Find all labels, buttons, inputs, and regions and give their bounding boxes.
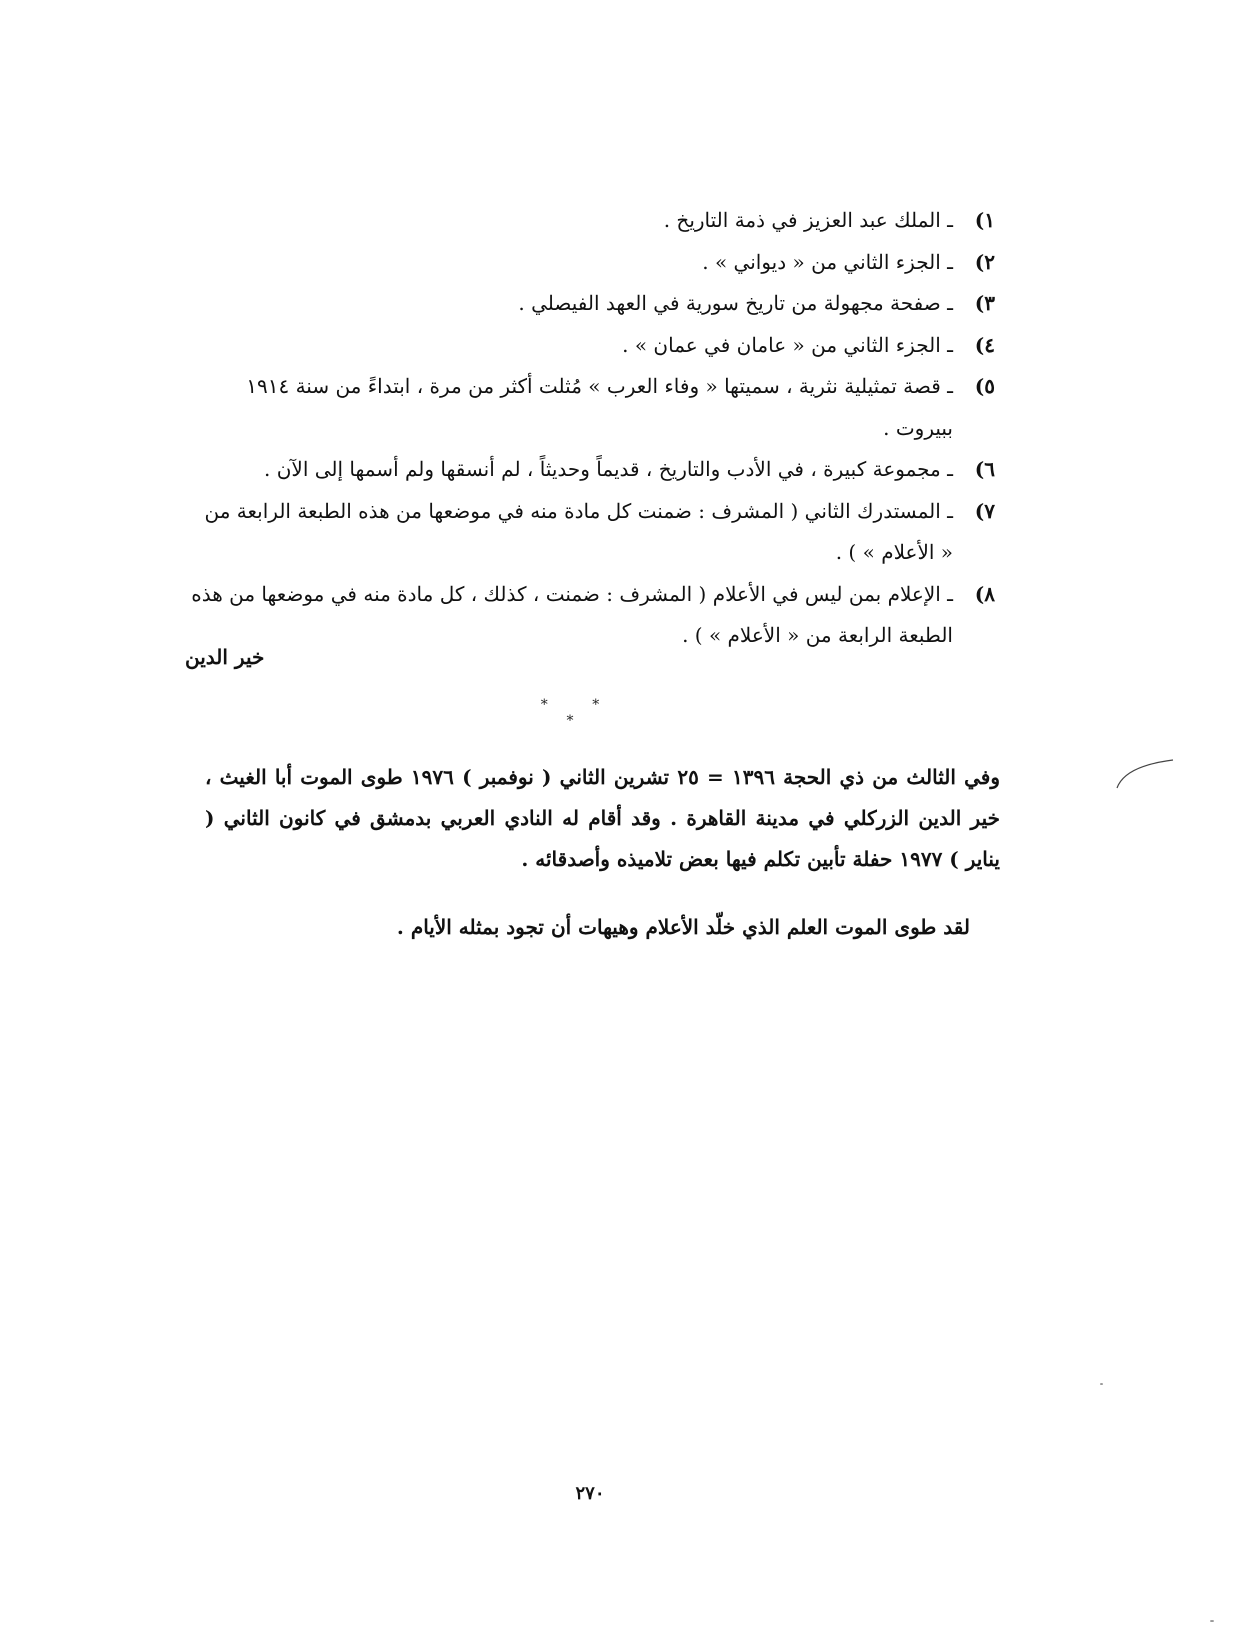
footnote-text: ـ صفحة مجهولة من تاريخ سورية في العهد الفيصلي . [518, 291, 953, 315]
footnote-item [190, 366, 995, 449]
footnote-number: ٥) [974, 374, 995, 398]
footnote-item [190, 491, 995, 574]
author-signature: خير الدين [185, 645, 265, 669]
footnote-number: ١) [974, 208, 995, 232]
footnote-number: ٦) [974, 457, 995, 481]
footnote-number: ٨) [974, 581, 995, 606]
footnote-item [190, 325, 995, 367]
footnote-item [190, 200, 995, 242]
footnote-text: ـ الجزء الثاني من « عامان في عمان » . [622, 332, 953, 357]
footnote-number: ٤) [974, 332, 995, 357]
pencil-mark [1115, 758, 1175, 818]
scan-speck [1100, 1383, 1103, 1385]
footnote-item [190, 242, 995, 284]
footnote-number: ٧) [974, 498, 995, 523]
footnote-list [190, 200, 995, 657]
obituary-paragraph: وفي الثالث من ذي الحجة ١٣٩٦ = ٢٥ تشرين الثاني ( نوفمبر ) ١٩٧٦ طوى الموت أبا الغيث ، خير الدين الزركلي في مدينة القاهرة . وقد أقام له النادي العربي بدمشق في كانون الثاني ( يناير ) ١٩٧٧ حفلة تأبين تكلم فيها بعض تلاميذه وأصدقائه . [205, 765, 1001, 871]
footnote-number: ٢) [974, 249, 995, 274]
scan-speck [1210, 1620, 1214, 1622]
footnote-item [190, 449, 995, 491]
page-number: ٢٧٠ [575, 1483, 605, 1504]
footnote-text: ـ قصة تمثيلية نثرية ، سميتها « وفاء العرب » مُثلت أكثر من مرة ، ابتداءً من سنة ١٩١٤ ببيروت . [246, 374, 953, 440]
footnote-text: ـ مجموعة كبيرة ، في الأدب والتاريخ ، قديماً وحديثاً ، لم أنسقها ولم أسمها إلى الآن . [264, 457, 953, 481]
section-separator: * * * [540, 697, 620, 729]
footnote-text: ـ الإعلام بمن ليس في الأعلام ( المشرف : ضمنت ، كذلك ، كل مادة منه في موضعها من هذه الطبعة الرابعة من « الأعلام » ) . [191, 581, 953, 647]
footnote-text: ـ الجزء الثاني من « ديواني » . [702, 249, 953, 274]
footnote-text: ـ المستدرك الثاني ( المشرف : ضمنت كل مادة منه في موضعها من هذه الطبعة الرابعة من « الأعلام » ) . [204, 498, 953, 564]
footnote-text: ـ الملك عبد العزيز في ذمة التاريخ . [663, 208, 953, 232]
footnote-item [190, 283, 995, 325]
footnote-number: ٣) [974, 291, 995, 315]
closing-line: لقد طوى الموت العلم الذي خلّد الأعلام وهيهات أن تجود بمثله الأيام . [396, 915, 970, 939]
